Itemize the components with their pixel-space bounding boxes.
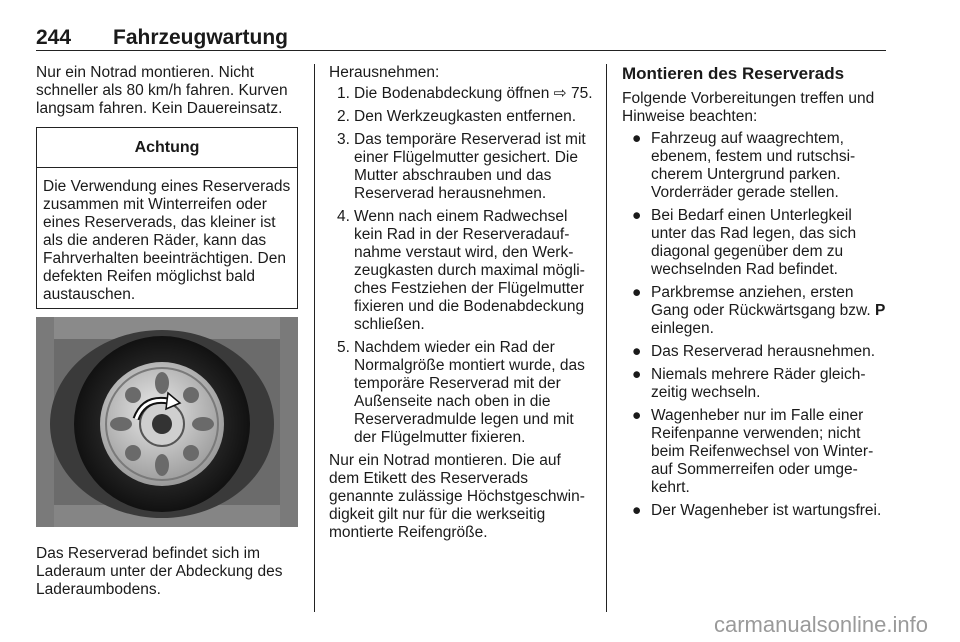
bullet-icon: ● [632,366,642,383]
list-item: 2. Den Werkzeugkasten entfernen. [337,108,577,125]
column-divider-2 [606,64,607,612]
spare-wheel-photo [36,317,298,527]
list-item: ● Niemals mehrere Räder gleichzeitig wechseln. [632,366,866,401]
page-number: 244 [36,26,72,49]
bullet-icon: ● [632,407,642,424]
removal-steps [329,85,593,447]
warning-title: Achtung [37,128,297,168]
bullet-icon: ● [632,130,642,147]
chapter-title: Fahrzeugwartung [113,26,289,49]
bullet-icon: ● [632,207,642,224]
watermark: carmanualsonline.info [713,612,928,637]
warning-text: Die Verwendung eines Reserverads zusammen mit Winterreifen oder eines Reserverads, das kleiner ist als die anderen Räder, kann das Fahrverhalten beeinträchtigen. Den defekten Reifen möglichst bald austauschen. [43,178,291,303]
bullet-icon: ● [632,284,642,301]
spare-wheel-illustration [36,317,298,527]
list-item: ● Parkbremse anziehen, ersten Gang oder Rückwärtsgang bzw. P einlegen. [632,284,886,337]
bullet-icon: ● [632,343,642,360]
photo-caption: Das Reserverad befindet sich im Laderaum unter der Abdeckung des Laderaumbodens. [36,545,283,598]
list-item: ● Bei Bedarf einen Unterlegkeil unter das Rad legen, das sich diagonal gegenüber dem zu wechselnden Rad befindet. [632,207,857,278]
preparation-list [622,130,888,520]
column-3 [622,64,888,525]
header-rule [36,50,886,51]
list-item: ● Wagenheber nur im Falle einer Reifenpanne verwenden; nicht beim Reifenwechsel von Winter- auf Sommerreifen oder umgekehrt. [632,407,874,496]
list-item: ● Der Wagenheber ist wartungsfrei. [632,502,882,519]
list-item: 3. Das temporäre Reserverad ist mit einer Flügelmutter gesichert. Die Mutter abschrauben und das Reserverad herausnehmen. [337,131,586,202]
list-item: 5. Nachdem wieder ein Rad der Normalgröße montiert wurde, das temporäre Reserverad mit der Außenseite nach oben in die Reserveradmulde legen und mit der Flügelmutter fixieren. [337,339,585,446]
warning-box [36,127,298,309]
list-item: 1. Die Bodenabdeckung öffnen ⇨ 75. [337,85,593,102]
removal-outro: Nur ein Notrad montieren. Die auf dem Etikett des Reserverads genannte zulässige Höchstgeschwindigkeit gilt nur für die werkseitig montierte Reifengröße. [329,452,585,541]
page-header [36,26,886,52]
list-item: 4. Wenn nach einem Radwechsel kein Rad in der Reserveradaufnahme verstaut wird, den Werkzeugkasten durch maximal mögliches Festziehen der Flügelmutter fixieren und die Bodenabdeckung schließen. [337,208,585,333]
section-title: Montieren des Reserverads [622,64,845,83]
intro-text: Nur ein Notrad montieren. Nicht schneller als 80 km/h fahren. Kurven langsam fahren. Kein Dauereinsatz. [36,64,288,117]
column-divider-1 [314,64,315,612]
column-1 [36,64,298,118]
list-item: ● Fahrzeug auf waagrechtem, ebenem, festem und rutschsicherem Untergrund parken. Vorderräder gerade stellen. [632,130,856,201]
bullet-icon: ● [632,502,642,519]
column-2 [329,64,593,542]
list-item: ● Das Reserverad herausnehmen. [632,343,876,360]
section-lead: Folgende Vorbereitungen treffen und Hinweise beachten: [622,90,875,125]
removal-lead: Herausnehmen: [329,64,440,81]
